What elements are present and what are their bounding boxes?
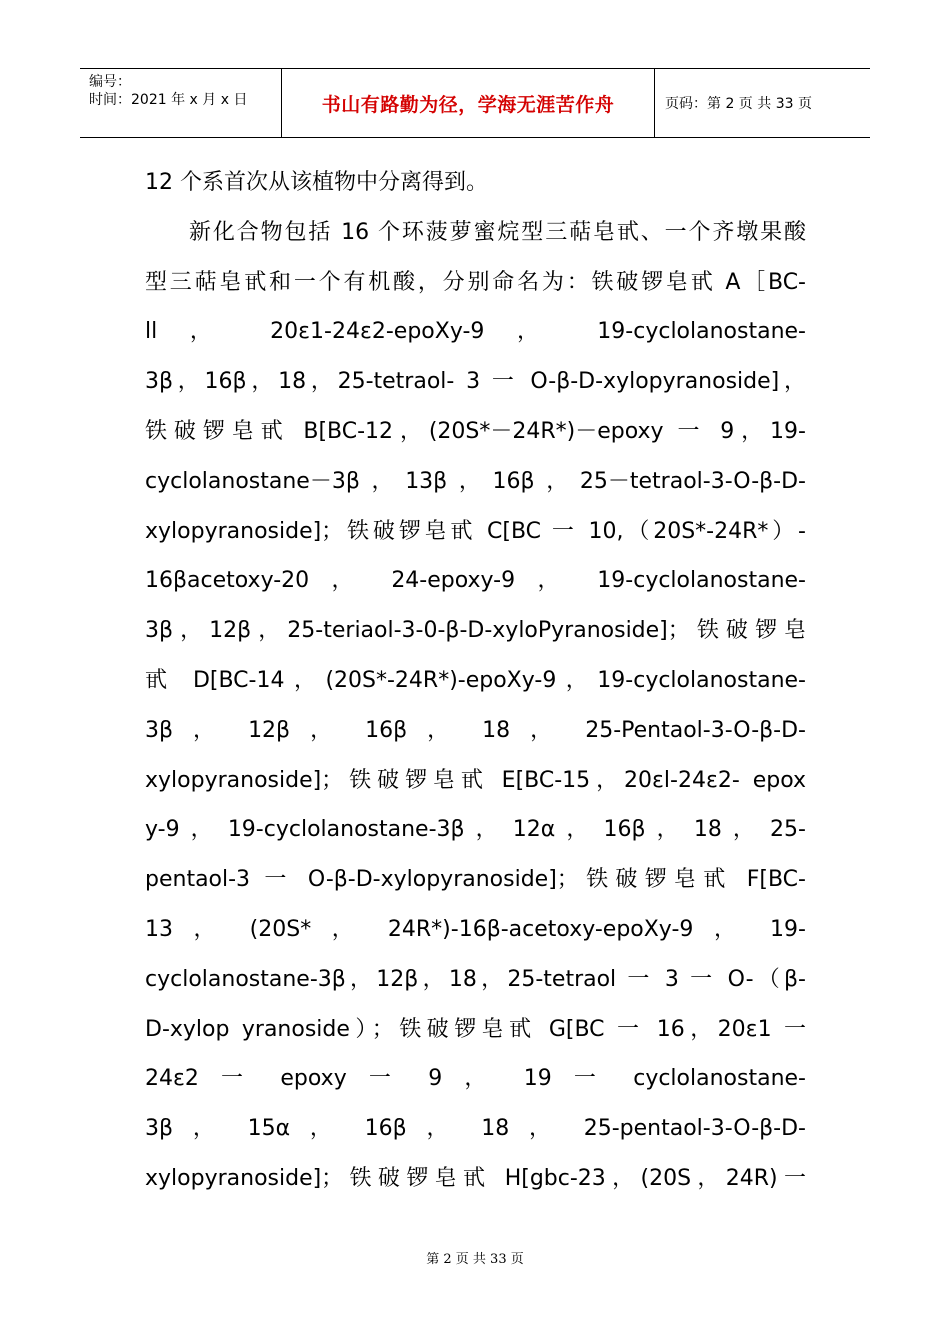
header-motto: 书山有路勤为径，学海无涯苦作舟: [321, 93, 615, 116]
body-line: ll ， 20ε1-24ε2-epoXy-9 ， 19-cyclolanostane-: [145, 319, 806, 345]
body-line: D-xylop yranoside）；铁破锣皂甙 G[BC 一 16，20ε1 一: [145, 1016, 806, 1042]
header-motto-cell: [282, 69, 655, 137]
body-line: 16βacetoxy-20 ， 24-epoxy-9 ， 19-cyclolanostane-: [145, 568, 806, 594]
page-header: [80, 68, 870, 138]
body-line: 甙 D[BC-14，(20S*-24R*)-epoXy-9，19-cyclolanostane-: [145, 667, 806, 693]
body-line: 新化合物包括 16 个环菠萝蜜烷型三萜皂甙、一个齐墩果酸: [189, 219, 806, 245]
body-line: xylopyranoside]；铁破锣皂甙 E[BC-15，20εl-24ε2- epox: [145, 767, 806, 793]
document-date-label: 时间：2021 年 x 月 x 日: [89, 92, 248, 108]
body-line: 12 个系首次从该植物中分离得到。: [145, 170, 488, 195]
document-number-label: 编号：: [89, 74, 131, 90]
body-line: 3β ， 12β ， 16β ， 18 ， 25-Pentaol-3-O-β-D-: [145, 717, 806, 743]
body-line: 3β ， 15α ， 16β ， 18 ， 25-pentaol-3-O-β-D-: [145, 1116, 806, 1142]
body-line: cyclolanostane－3β，13β，16β，25－tetraol-3-O-β-D-: [145, 468, 806, 494]
body-line: pentaol-3 一 O-β-D-xylopyranoside]；铁破锣皂甙 F[BC-: [145, 867, 806, 893]
document-body: [145, 158, 806, 1204]
body-line: cyclolanostane-3β，12β，18，25-tetraol 一 3 一 O-（β-: [145, 966, 806, 992]
page-footer: 第 2 页 共 33 页: [426, 1252, 524, 1267]
body-line: 13 ， (20S* ， 24R*)-16β-acetoxy-epoXy-9 ， 19-: [145, 916, 806, 942]
body-line: xylopyranoside]；铁破锣皂甙 C[BC 一 10,（20S*-24R*）-: [145, 518, 806, 544]
body-line: 铁破锣皂甙 B[BC-12，(20S*－24R*)－epoxy 一 9，19-: [145, 418, 806, 444]
body-line: 3β，12β，25-teriaol-3-0-β-D-xyloPyranoside]；铁破锣皂: [145, 618, 806, 644]
body-line: y-9 ， 19-cyclolanostane-3β ， 12α ， 16β ， 18 ， 25-: [145, 817, 806, 843]
header-meta-cell: [80, 69, 282, 137]
body-line: 24ε2 一 epoxy 一 9 ， 19 一 cyclolanostane-: [145, 1066, 806, 1092]
body-line: 3β，16β，18，25-tetraol- 3 一 O-β-D-xylopyranoside]，: [145, 369, 806, 395]
body-line: xylopyranoside]；铁破锣皂甙 H[gbc-23，(20S，24R)一: [145, 1165, 806, 1191]
header-page-info: 页码：第 2 页 共 33 页: [665, 96, 812, 112]
body-line: 型三萜皂甙和一个有机酸，分别命名为：铁破锣皂甙 A［BC-: [145, 269, 806, 295]
header-page-cell: [655, 69, 870, 137]
